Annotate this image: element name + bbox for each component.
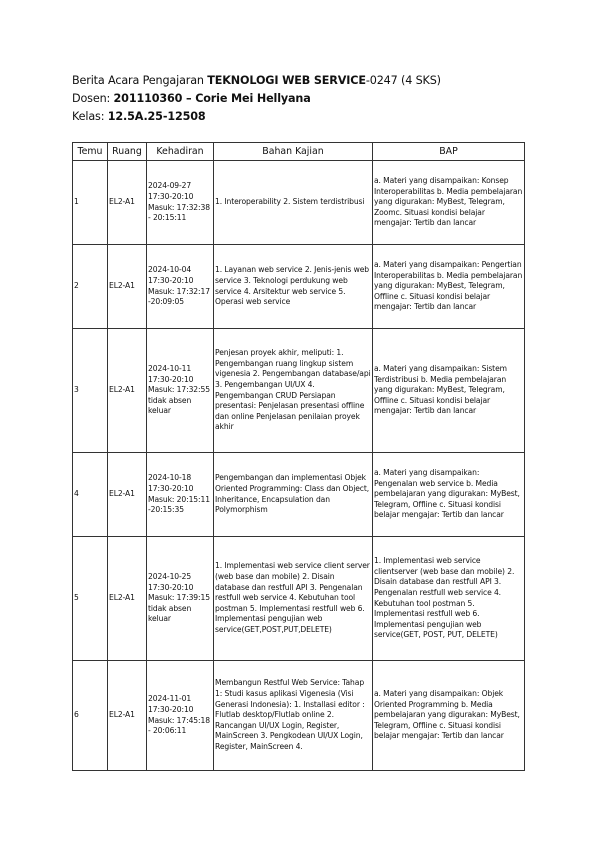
cell-ruang: EL2-A1: [108, 537, 147, 661]
course-prefix: Berita Acara Pengajaran: [72, 74, 208, 87]
cell-bahan-kajian: Membangun Restful Web Service: Tahap 1: Studi kasus aplikasi Vigenesia (Visi Generasi Indonesia): 1. Installasi editor : Flutlab desktop/Flutlab online 2. Rancangan UI/UX Login, Register, MainScreen 3. Pengkodean UI/UX Login, Register, MainScreen 4.: [214, 661, 373, 771]
col-header-bap: BAP: [373, 143, 525, 161]
cell-ruang: EL2-A1: [108, 453, 147, 537]
cell-kehadiran: 2024-10-25 17:30-20:10 Masuk: 17:39:15 tidak absen keluar: [147, 537, 214, 661]
cell-bap: a. Materi yang disampaikan: Pengenalan web service b. Media pembelajaran yang digurakan: MyBest, Telegram, Offline c. Situasi kondisi belajar mengajar: Tertib dan lancar: [373, 453, 525, 537]
cell-kehadiran: 2024-10-04 17:30-20:10 Masuk: 17:32:17 -20:09:05: [147, 245, 214, 329]
bap-table: [72, 142, 525, 771]
cell-bahan-kajian: 1. Layanan web service 2. Jenis-jenis web service 3. Teknologi perdukung web service 4. Arsitektur web service 5. Operasi web service: [214, 245, 373, 329]
table-row: [73, 537, 525, 661]
table-row: [73, 245, 525, 329]
table-row: [73, 329, 525, 453]
cell-bap: 1. Implementasi web service clientserver (web base dan mobile) 2. Disain database dan restfull API 3. Pengenalan restfull web service 4. Kebutuhan tool postman 5. Implementasi restfull web 6. Implementasi pengujian web service(GET, POST, PUT, DELETE): [373, 537, 525, 661]
cell-temu: 2: [73, 245, 108, 329]
table-header-row: [73, 143, 525, 161]
cell-ruang: EL2-A1: [108, 329, 147, 453]
cell-temu: 5: [73, 537, 108, 661]
class-line: [72, 108, 532, 126]
cell-bahan-kajian: Pengembangan dan implementasi Objek Oriented Programming: Class dan Object, Inheritance, Encapsulation dan Polymorphism: [214, 453, 373, 537]
table-row: [73, 453, 525, 537]
cell-temu: 6: [73, 661, 108, 771]
cell-bap: a. Materi yang disampaikan: Pengertian Interoperabilitas b. Media pembelajaran yang digurakan: MyBest, Telegram, Offline c. Situasi kondisi belajar mengajar: Tertib dan lancar: [373, 245, 525, 329]
document-header: [72, 72, 532, 126]
table-row: [73, 661, 525, 771]
cell-kehadiran: 2024-09-27 17:30-20:10 Masuk: 17:32:38 - 20:15:11: [147, 161, 214, 245]
course-code: -0247 (4 SKS): [365, 74, 441, 87]
class-label: Kelas:: [72, 110, 108, 123]
cell-bap: a. Materi yang disampaikan: Objek Oriented Programming b. Media pembelajaran yang digurakan: MyBest, Telegram, Offline c. Situasi kondisi belajar mengajar: Tertib dan lancar: [373, 661, 525, 771]
cell-ruang: EL2-A1: [108, 161, 147, 245]
table-row: [73, 161, 525, 245]
lecturer-line: [72, 90, 532, 108]
lecturer-label: Dosen:: [72, 92, 114, 105]
cell-bahan-kajian: Penjesan proyek akhir, meliputi: 1. Pengembangan ruang lingkup sistem vigenesia 2. Pengembangan database/api 3. Pengembangan UI/UX 4. Pengembangan CRUD Persiapan presentasi: Penjelasan presentasi offline dan online Penjelasan penilaian proyek akhir: [214, 329, 373, 453]
cell-kehadiran: 2024-10-18 17:30-20:10 Masuk: 20:15:11 -20:15:35: [147, 453, 214, 537]
col-header-kehadiran: Kehadiran: [147, 143, 214, 161]
lecturer-name: 201110360 – Corie Mei Hellyana: [113, 92, 311, 105]
cell-ruang: EL2-A1: [108, 661, 147, 771]
col-header-ruang: Ruang: [108, 143, 147, 161]
cell-ruang: EL2-A1: [108, 245, 147, 329]
cell-bap: a. Materi yang disampaikan: Konsep Interoperabilitas b. Media pembelajaran yang digurakan: MyBest, Telegram, Zoomc. Situasi kondisi belajar mengajar: Tertib dan lancar: [373, 161, 525, 245]
class-code: 12.5A.25-12508: [107, 110, 206, 123]
cell-temu: 4: [73, 453, 108, 537]
cell-temu: 3: [73, 329, 108, 453]
cell-bap: a. Materi yang disampaikan: Sistem Terdistribusi b. Media pembelajaran yang digurakan: MyBest, Telegram, Offline c. Situasi kondisi belajar mengajar: Tertib dan lancar: [373, 329, 525, 453]
course-name: TEKNOLOGI WEB SERVICE: [207, 74, 366, 87]
cell-kehadiran: 2024-11-01 17:30-20:10 Masuk: 17:45:18 - 20:06:11: [147, 661, 214, 771]
course-line: [72, 72, 532, 90]
cell-temu: 1: [73, 161, 108, 245]
col-header-temu: Temu: [73, 143, 108, 161]
cell-kehadiran: 2024-10-11 17:30-20:10 Masuk: 17:32:55 tidak absen keluar: [147, 329, 214, 453]
cell-bahan-kajian: 1. Implementasi web service client server (web base dan mobile) 2. Disain database dan restfull API 3. Pengenalan restfull web service 4. Kebutuhan tool postman 5. Implementasi restfull web 6. Implementasi pengujian web service(GET,POST,PUT,DELETE): [214, 537, 373, 661]
col-header-bahan-kajian: Bahan Kajian: [214, 143, 373, 161]
cell-bahan-kajian: 1. Interoperability 2. Sistem terdistribusi: [214, 161, 373, 245]
